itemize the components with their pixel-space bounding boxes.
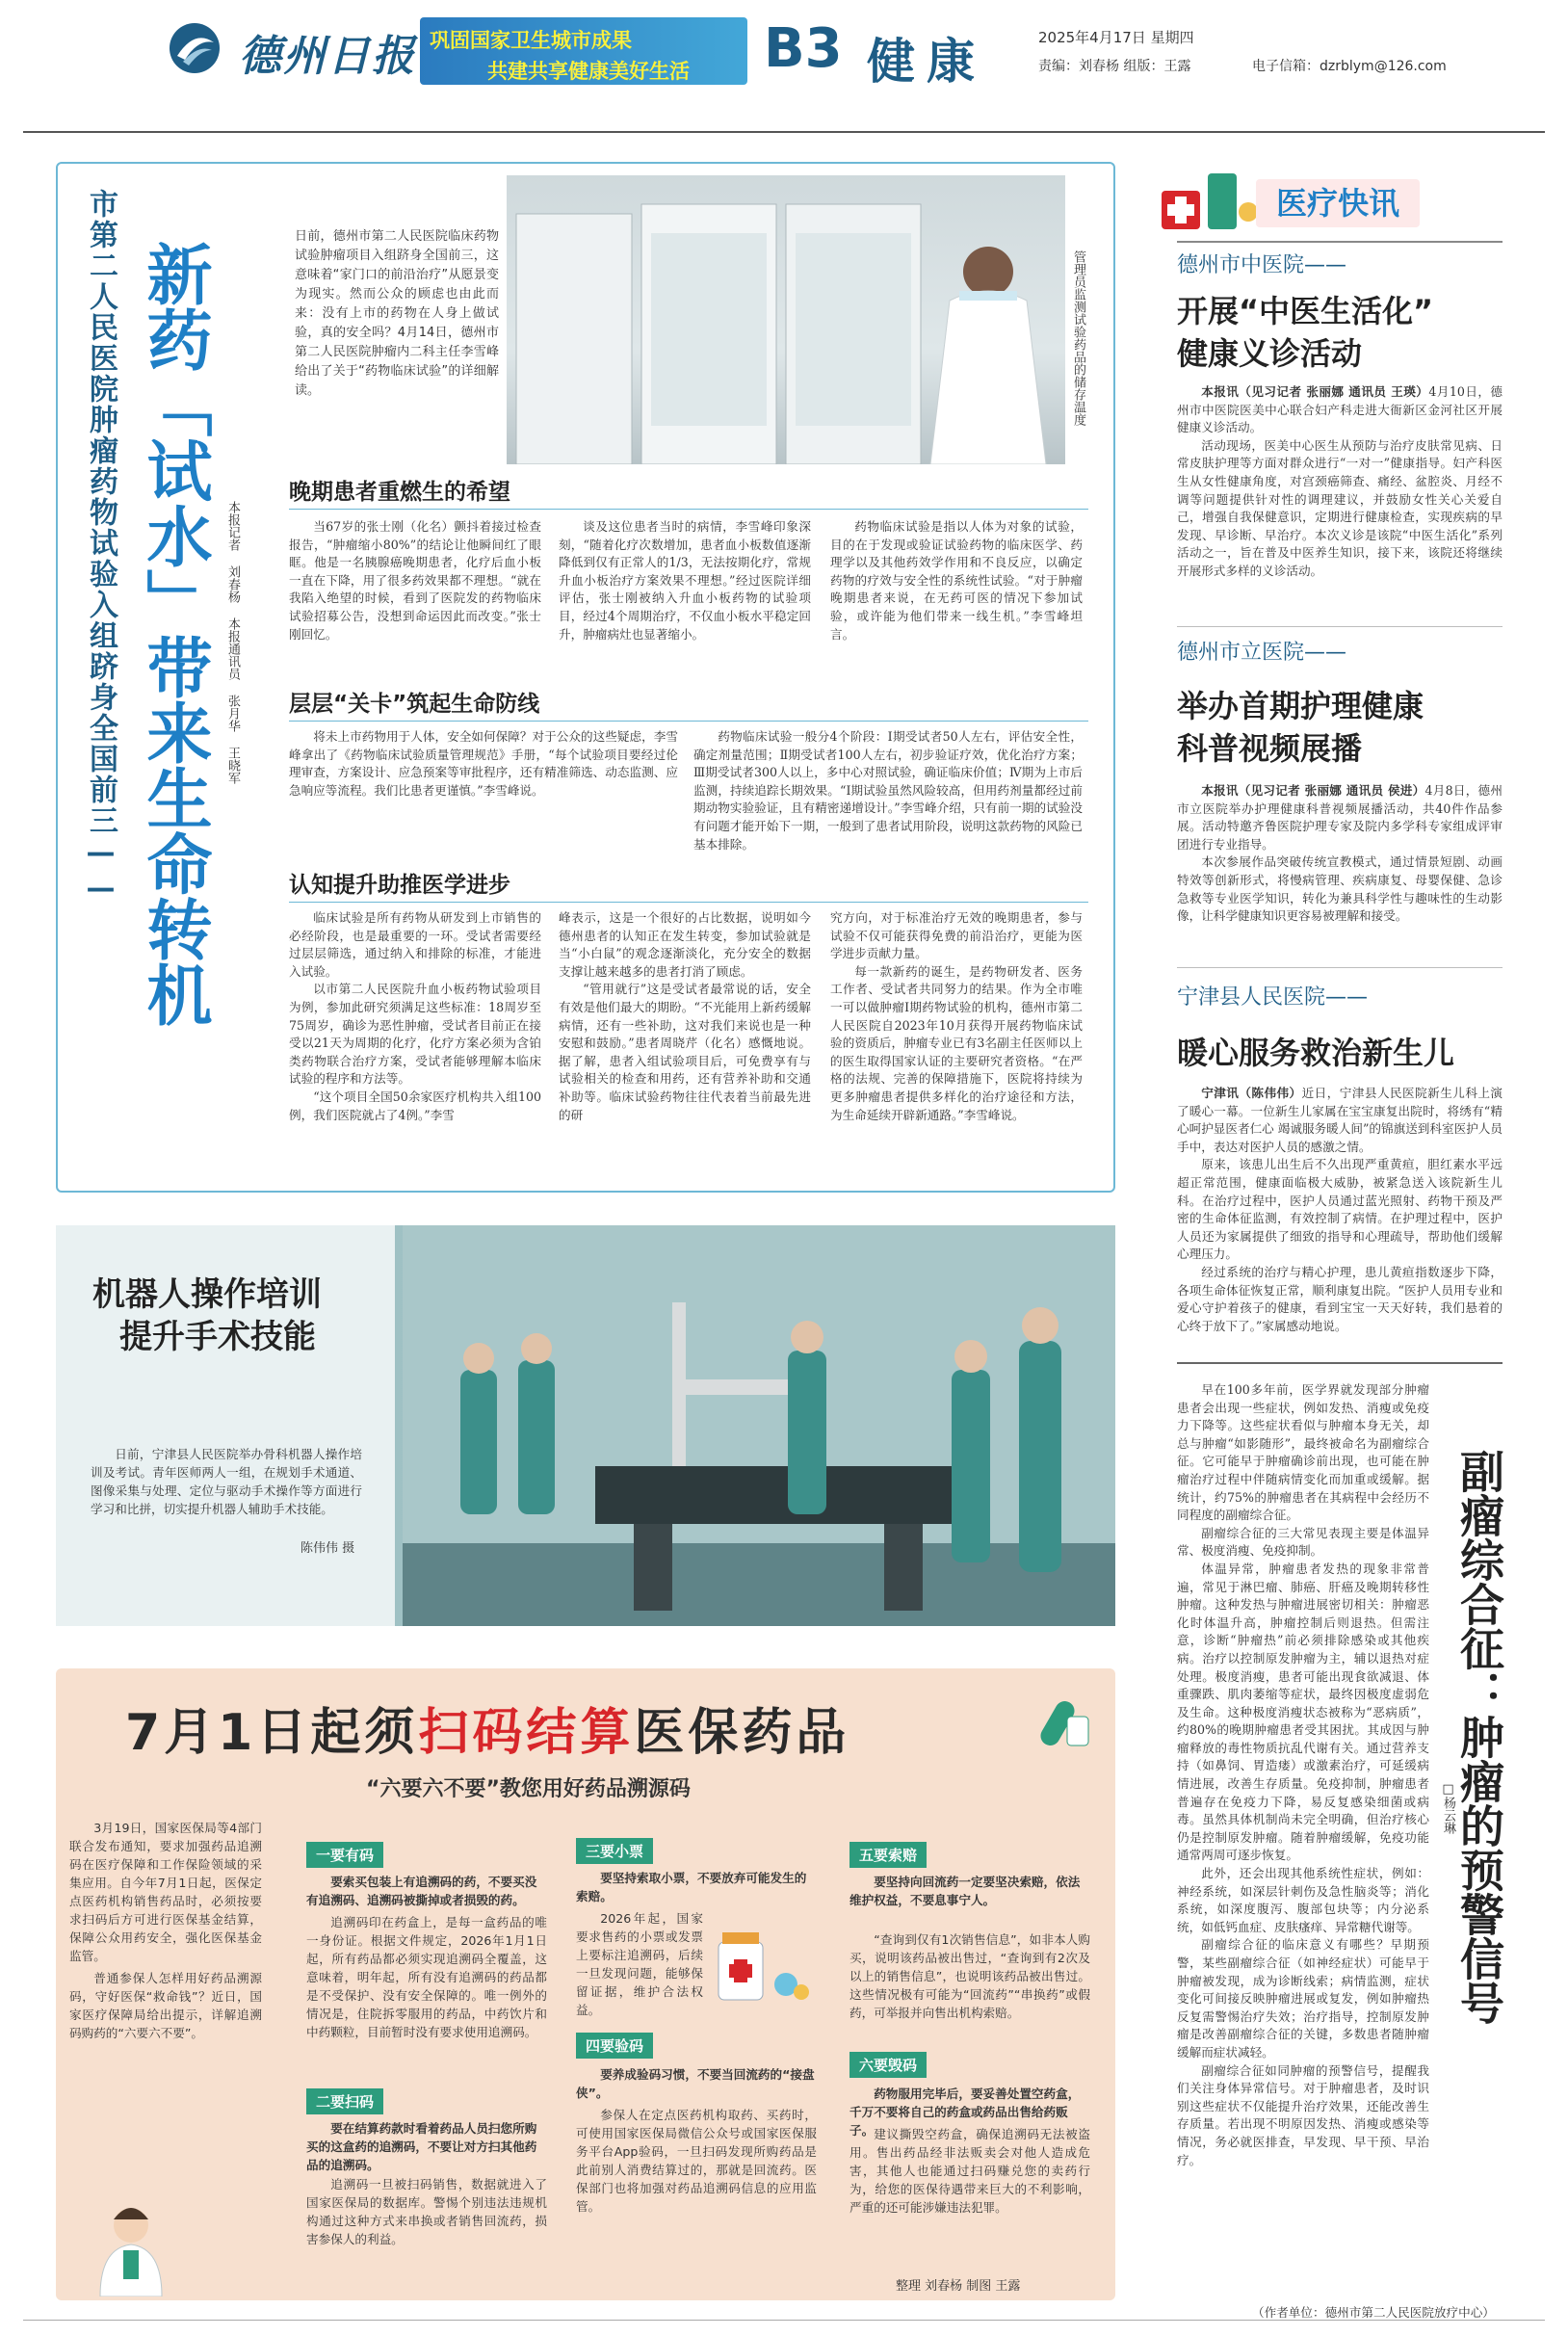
section-3-col-2-text (559, 909, 811, 1124)
news-1-body (1177, 383, 1503, 581)
insurance-headline-pre: 7月1日起须 (125, 1704, 419, 1762)
robot-photo-credit: 陈伟伟 摄 (301, 1541, 355, 1556)
insurance-box-5-body: “查询到仅有1次销售信息”，如非本人购买，说明该药品被出售过，“查询到有2次及以上的销售信息”，也说明该药品被出售过。这些情况极有可能为“回流药”“串换药”或假药，可举报并向售出机构索赔。 (849, 1932, 1090, 2020)
newspaper-logo-icon (166, 21, 223, 75)
news-2-body (1177, 782, 1503, 926)
paragraph: “管用就行”这是受试者最常说的话，安全有效是他们最大的期盼。“不光能用上新药缓解病情，还有一些补助，这对我们来说也是一种安慰和鼓励。”患者周晓芹（化名）感慨地说。据了解，患者入组试验项目后，可免费享有与试验相关的检查和用药，还有营养补助和交通补助等。临床试验药物往往代表着当前最先进的研 (559, 982, 811, 1122)
insurance-box-5-lead: 要坚持向回流药一定要坚决索赔，依法维护权益，不要息事宁人。 (849, 1875, 1081, 1907)
insurance-side-1: 3月19日，国家医保局等4部门联合发布通知，要求加强药品追溯码在医疗保障和工作保险领域的采集应用。自今年7月1日起，医保定点医药机构销售药品时，必须按要求扫码后方可进行医保基金结算，保障公众用药安全，强化医保基金监管。 (69, 1821, 262, 1963)
syndrome-author-note: （作者单位：德州市第二人民医院放疗中心） (1252, 2305, 1495, 2320)
news-3-org: 宁津县人民医院—— (1177, 985, 1369, 1010)
news-1-para-2: 活动现场，医美中心医生从预防与治疗皮肤常见病、日常皮肤护理等方面对群众进行“一对一”健康指导。妇产科医生从女性健康角度，对宫颈癌筛查、痛经、盆腔炎、月经不调等问题提供针对性的调理建议，并鼓励女性关心关爱自己，增强自我保健意识，定期进行健康检查，实现疾病的早发现、早诊断、早治疗。本次义诊是该院“中医生活化”系列活动之一，旨在普及中医养生知识，接下来，该院还将继续开展形式多样的义诊活动。 (1177, 437, 1503, 578)
editors: 责编：刘春杨 组版：王露 (1038, 59, 1191, 74)
insurance-box-6-body: 建议撕毁空药盒，确保追溯码无法被盗用。售出药品经非法贩卖会对他人造成危害，其他人也能通过扫码赚兑您的卖药行为，给您的医保待遇带来巨大的不利影响，严重的还可能涉嫌违法犯罪。 (849, 2127, 1090, 2215)
news-2-org: 德州市立医院—— (1177, 641, 1347, 665)
lead-headline: 新药「试水」带来生命转机 (136, 241, 212, 1027)
news-3-para-1-text: 近日，宁津县人民医院新生儿科上演了暖心一幕。一位新生儿家属在宝宝康复出院时，将绣有“精心呵护显医者仁心 竭诚服务暖人间”的锦旗送到科室医护人员手中，表达对医护人员的感激之情。 (1177, 1086, 1503, 1154)
insurance-box-3-head: 三要小票 (576, 1838, 653, 1864)
news-banner-icon (1156, 164, 1262, 241)
news-banner-label: 医疗快讯 (1275, 185, 1399, 222)
insurance-box-3-body: 2026年起，国家要求售药的小票或发票上要标注追溯码，后续一旦发现问题，能够保留证据，维护合法权益。 (576, 1911, 703, 2017)
section-name: 健康 (867, 34, 986, 90)
syndrome-para-4: 此外，还会出现其他系统性症状，例如：神经系统，如深层针刺伤及急性脑炎等；消化系统，如深度腹泻、腹部包块等；内分泌系统，如低钙血症、皮肤瘙痒、异常糖代谢等。 (1177, 1866, 1429, 1934)
news-2-title-2: 科普视频展播 (1177, 730, 1363, 767)
news-2-para-2: 本次参展作品突破传统宣教模式，通过情景短剧、动画特效等创新形式，将慢病管理、疾病康复、母婴保健、急诊急救等专业医学知识，转化为兼具科学性与趣味性的生动影像，让科学健康知识更容易被理解和接受。 (1177, 854, 1503, 924)
section-2-col-1: 将未上市药物用于人体，安全如何保障？对于公众的这些疑虑，李雪峰拿出了《药物临床试验质量管理规范》手册，“每个试验项目要经过伦理审查，方案设计、应急预案等审批程序，还有精准筛选、动态监测、应急响应等流程。我们比患者更谨慎。”李雪峰说。 (289, 729, 678, 798)
news-2-para-1-text: 4月8日，德州市立医院举办护理健康科普视频展播活动，共40件作品参展。活动特邀齐鲁医院护理专家及院内多学科专家组成评审团进行专业指导。 (1177, 783, 1503, 852)
syndrome-para-6: 副瘤综合征如同肿瘤的预警信号，提醒我们关注身体异常信号。对于肿瘤患者，及时识别这些症状不仅能提升治疗效果，还能改善生存质量。若出现不明原因发热、消瘦或感染等情况，务必就医排查，早发现、早干预、早治疗。 (1177, 2062, 1429, 2167)
news-1-title-2: 健康义诊活动 (1177, 335, 1363, 372)
news-banner (1256, 179, 1420, 227)
robot-caption: 日前，宁津县人民医院举办骨科机器人操作培训及考试。青年医师两人一组，在规划手术通道、图像采集与处理、定位与驱动手术操作等方面进行学习和比拼，切实提升机器人辅助手术技能。 (91, 1447, 362, 1516)
news-1-para-1-text: 4月10日，德州市中医院医美中心联合妇产科走进大衙新区金河社区开展健康义诊活动。 (1177, 384, 1503, 435)
lead-byline: 本报记者 刘春杨 本报通讯员 张月华 王晓军 (225, 501, 240, 784)
section-3-col-1-text (289, 909, 541, 1124)
news-1-rule (1177, 626, 1503, 627)
pill-icon (1031, 1690, 1098, 1757)
lab-photo-caption: 管理员监测试验药品的储存温度 (1071, 250, 1085, 426)
header-rule (23, 131, 1545, 133)
section-3-rule (289, 902, 1088, 903)
issue-date: 2025年4月17日 星期四 (1038, 29, 1194, 46)
lab-photo (507, 175, 1065, 464)
paragraph: 临床试验是所有药物从研发到上市销售的必经阶段，也是最重要的一环。受试者需要经过层层筛选，通过纳入和排除的标准，才能进入试验。 (289, 910, 541, 979)
paragraph: “这个项目全国50余家医疗机构共入组100例，我们医院就占了4例。”李雪 (289, 1089, 541, 1122)
syndrome-para-2: 副瘤综合征的三大常见表现主要是体温异常、极度消瘦、免疫抑制。 (1177, 1525, 1429, 1559)
news-2-para-1 (1177, 782, 1503, 853)
insurance-box-3-lead: 要坚持索取小票，不要放弃可能发生的索赔。 (576, 1871, 807, 1903)
insurance-box-2-head: 二要扫码 (306, 2088, 383, 2114)
section-2-col-2: 药物临床试验一般分4个阶段：Ⅰ期受试者50人左右，评估安全性，确定剂量范围；Ⅱ期受试者100人左右，初步验证疗效，优化治疗方案；Ⅲ期受试者300人以上，多中心对照试验，确证临床价值；Ⅳ期为上市后监测，持续追踪长期效果。“Ⅰ期试验虽然风险较高，但用药剂量都经过前期动物实验验证，且有精密递增设计。”李雪峰介绍，只有前一期的试验没有问题才能开始下一期，一般到了患者试用阶段，说明这款药物的风险已基本排除。 (693, 729, 1083, 852)
insurance-box-2-body: 追溯码一旦被扫码销售，数据就进入了国家医保局的数据库。警惕个别违法违规机构通过这种方式来串换或者销售回流药，损害参保人的利益。 (306, 2177, 547, 2246)
masthead (0, 0, 1568, 96)
news-3-para-1 (1177, 1085, 1503, 1156)
insurance-headline (125, 1692, 849, 1764)
insurance-headline-red: 扫码结算 (418, 1704, 635, 1762)
email: 电子信箱：dzrblym@126.com (1252, 59, 1447, 74)
section-3-col-3 (830, 909, 1083, 1124)
news-1-lead: 本报讯（见习记者 张丽娜 通讯员 王瑛） (1201, 384, 1429, 399)
news-3-body (1177, 1085, 1503, 1335)
section-1-col-1: 当67岁的张士刚（化名）颤抖着接过检查报告，“肿瘤缩小80%”的结论让他瞬间红了眼眶。他是一名胰腺癌晚期患者，化疗后血小板一直在下降，用了很多药效果都不理想。“就在我陷入绝望的时候，看到了医院发的药物临床试验招募公告，没想到命运因此而改变。”张士刚回忆。 (289, 519, 541, 642)
insurance-box-4-head: 四要验码 (576, 2033, 653, 2059)
insurance-box-6-lead: 药物服用完毕后，要妥善处置空药盒，千万不要将自己的药盒或药品出售给药贩子。 (849, 2087, 1081, 2138)
insurance-box-1-lead: 要索买包装上有追溯码的药，不要买没有追溯码、追溯码被撕掉或者损毁的药。 (306, 1875, 537, 1907)
lead-kicker: 市第二人民医院肿瘤药物试验入组跻身全国前三—— (84, 189, 118, 907)
insurance-credit: 整理 刘春杨 制图 王露 (896, 2279, 1021, 2294)
insurance-box-4-lead: 要养成验码习惯，不要当回流药的“接盘侠”。 (576, 2067, 815, 2100)
paragraph: 峰表示，这是一个很好的占比数据，说明如今德州患者的认知正在发生转变，参加试验就是当“小白鼠”的观念逐渐淡化，充分安全的数据支撑让越来越多的患者打消了顾虑。 (559, 910, 811, 979)
insurance-box-2-lead: 要在结算药款时看着药品人员扫您所购买的这盒药的追溯码，不要让对方扫其他药品的追溯码。 (306, 2121, 537, 2172)
section-3-col-2 (559, 909, 811, 1124)
syndrome-body (1177, 1381, 1429, 2169)
lead-section-3-title: 认知提升助推医学进步 (289, 873, 510, 898)
section-3-col-1 (289, 909, 541, 1124)
section-1-col-3: 药物临床试验是指以人体为对象的试验，目的在于发现或验证试验药物的临床医学、药理学以及其他药效学作用和不良反应，以确定药物的疗效与安全性的系统性试验。“对于肿瘤晚期患者来说，在无药可医的情况下参加试验，或许能为他们带来一线生机。”李雪峰坦言。 (830, 519, 1083, 642)
insurance-box-1-body: 追溯码印在药盒上，是每一盒药品的唯一身份证。根据文件规定，2026年1月1日起，所有药品都必须实现追溯码全覆盖，这意味着，明年起，所有没有追溯码的药品都是不受保护、没有安全保障的。唯一例外的情况是，住院拆零服用的药品，中药饮片和中药颗粒，目前暂时没有要求使用追溯码。 (306, 1915, 547, 2039)
news-3-para-2: 原来，该患儿出生后不久出现严重黄疸，胆红素水平远超正常范围，健康面临极大威胁，被紧急送入该院新生儿科。在治疗过程中，医护人员通过蓝光照射、药物干预及严密的生命体征监测，有效控制了病情。在护理过程中，医护人员还为家属提供了细致的指导和心理疏导，帮助他们缓解心理压力。 (1177, 1157, 1503, 1262)
paragraph: 究方向，对于标准治疗无效的晚期患者，参与试验不仅可能获得免费的前沿治疗，更能为医学进步贡献力量。 (830, 910, 1083, 961)
doctor-illustration-icon (81, 2200, 187, 2297)
insurance-box-1-head: 一要有码 (306, 1842, 383, 1868)
lead-intro-text: 日前，德州市第二人民医院临床药物试验肿瘤项目入组跻身全国前三，这意味着“家门口的前沿治疗”从愿景变为现实。然而公众的顾虑也由此而来：没有上市的药物在人身上做试验，真的安全吗？4月14日，德州市第二人民医院肿瘤内二科主任李雪峰给出了关于“药物临床试验”的详细解读。 (295, 229, 499, 398)
news-1-para-1 (1177, 383, 1503, 437)
newspaper-name: 德州日报 (239, 32, 416, 81)
insurance-box-6-head: 六要毁码 (849, 2052, 927, 2078)
insurance-side-2: 普通参保人怎样用好药品溯源码，守好医保“救命钱”？近日，国家医疗保障局给出提示，详解追溯码购药的“六要六不要”。 (69, 1971, 262, 2040)
syndrome-byline: □杨云琳 (1441, 1782, 1455, 1834)
news-1-title-1: 开展“中医生活化” (1177, 293, 1434, 329)
syndrome-title: 副瘤综合征：肿瘤的预警信号 (1453, 1449, 1505, 2025)
section-1-rule (289, 509, 1088, 510)
news-3-rule (1177, 1362, 1503, 1364)
insurance-box-5-head: 五要索赔 (849, 1842, 927, 1868)
banner-line-1: 巩固国家卫生城市成果 (430, 29, 632, 52)
section-1-col-2: 谈及这位患者当时的病情，李雪峰印象深刻，“随着化疗次数增加，患者血小板数值逐渐降低到仅有正常人的1/3，无法按期化疗，常规升血小板治疗方案效果不理想。”经过医院详细评估，张士刚被纳入升血小板药物的试验项目，经过4个周期治疗，不仅血小板水平稳定回升，肿瘤病灶也显著缩小。 (559, 519, 811, 642)
news-3-title-1: 暖心服务救治新生儿 (1177, 1035, 1455, 1071)
news-3-lead: 宁津讯（陈伟伟） (1201, 1086, 1302, 1100)
lead-intro (295, 227, 499, 453)
news-banner-rule (1177, 241, 1503, 243)
news-2-title-1: 举办首期护理健康 (1177, 688, 1424, 724)
section-2-rule (289, 721, 1088, 722)
banner-line-2: 共建共享健康美好生活 (487, 60, 690, 83)
insurance-subtitle: “六要六不要”教您用好药品溯源码 (366, 1777, 691, 1801)
syndrome-para-1: 早在100多年前，医学界就发现部分肿瘤患者会出现一些症状，例如发热、消瘦或免疫力下降等。这些症状看似与肿瘤本身无关，却总与肿瘤“如影随形”，最终被命名为副瘤综合征。它可能早于肿瘤确诊前出现，也可能在肿瘤治疗过程中伴随病情变化而加重或缓解。据统计，约75%的肿瘤患者在其病程中会经历不同程度的副瘤综合征。 (1177, 1382, 1429, 1523)
robot-title-line-2: 提升手术技能 (119, 1318, 316, 1356)
news-2-rule (1177, 967, 1503, 968)
section-3-col-3-text (830, 909, 1083, 1124)
header-banner (420, 17, 747, 85)
medicine-bottle-icon (709, 1923, 815, 2009)
news-1-org: 德州市中医院—— (1177, 253, 1347, 277)
insurance-headline-post: 医保药品 (634, 1704, 850, 1762)
lead-section-1-title: 晚期患者重燃生的希望 (289, 480, 510, 505)
footer-rule (23, 2320, 1545, 2321)
robot-title-line-1: 机器人操作培训 (92, 1275, 322, 1314)
paragraph: 以市第二人民医院升血小板药物试验项目为例，参加此研究须满足这些标准：18周岁至75周岁，确诊为恶性肿瘤，受试者目前正在接受以21天为周期的化疗，化疗方案必须为含铂类药物联合治疗方案，受试者能够理解本临床试验的程序和方法等。 (289, 982, 541, 1087)
syndrome-para-5: 副瘤综合征的临床意义有哪些？早期预警，某些副瘤综合征（如神经症状）可能早于肿瘤被发现，成为诊断线索；病情监测，症状变化可间接反映肿瘤进展或复发，例如肿瘤热反复需警惕治疗失效；治疗指导，控制原发肿瘤是改善副瘤综合征的关键，多数患者随肿瘤缓解而症状减轻。 (1177, 1937, 1429, 2060)
syndrome-para-3: 体温异常，肿瘤患者发热的现象非常普遍，常见于淋巴瘤、肺癌、肝癌及晚期转移性肿瘤。这种发热与肿瘤进展密切相关：肿瘤恶化时体温升高，肿瘤控制后则退热。但需注意，诊断“肿瘤热”前必须排除感染或其他疾病。治疗以控制原发肿瘤为主，辅以退热对症处理。极度消瘦，患者可能出现食欲减退、体重骤跌、肌肉萎缩等症状，最终因极度虚弱危及生命。这种极度消瘦状态被称为“恶病质”，约80%的晚期肿瘤患者受其困扰。其成因与肿瘤释放的毒性物质抗乱代谢有关。通过营养支持（如鼻饲、胃造瘘）或激素治疗，可延缓病情进展，改善生存质量。免疫抑制，肿瘤患者普遍存在免疫力下降，易反复感染细菌或病毒。虽然具体机制尚未完全明确，但治疗核心仍是控制原发肿瘤。随着肿瘤缓解，免疫功能通常两周可逐步恢复。 (1177, 1561, 1429, 1863)
section-code: B3 (764, 17, 843, 80)
lead-section-2-title: 层层“关卡”筑起生命防线 (289, 692, 540, 717)
insurance-box-4-body: 参保人在定点医药机构取药、买药时，可使用国家医保局微信公众号或国家医保服务平台App验码，一旦扫码发现所购药品是此前别人消费结算过的，那就是回流药。医保部门也将加强对药品追溯码信息的应用监管。 (576, 2108, 817, 2214)
paragraph: 每一款新药的诞生，是药物研发者、医务工作者、受试者共同努力的结果。作为全市唯一可以做肿瘤Ⅰ期药物试验的机构，德州市第二人民医院自2023年10月获得开展药物临床试验的资质后，肿瘤专业已有3名副主任医师以上的医生取得国家认证的主要研究者资格。“在严格的法规、完善的保障措施下，医院将持续为更多肿瘤患者提供多样化的治疗途径和方法，为生命延续开辟新通路。”李雪峰说。 (830, 963, 1083, 1122)
news-2-lead: 本报讯（见习记者 张丽娜 通讯员 侯进） (1201, 783, 1425, 798)
news-3-para-3: 经过系统的治疗与精心护理，患儿黄疸指数逐步下降，各项生命体征恢复正常，顺利康复出院。“医护人员用专业和爱心守护着孩子的健康，看到宝宝一天天好转，我们悬着的心终于放下了。”家属感动地说。 (1177, 1264, 1503, 1333)
